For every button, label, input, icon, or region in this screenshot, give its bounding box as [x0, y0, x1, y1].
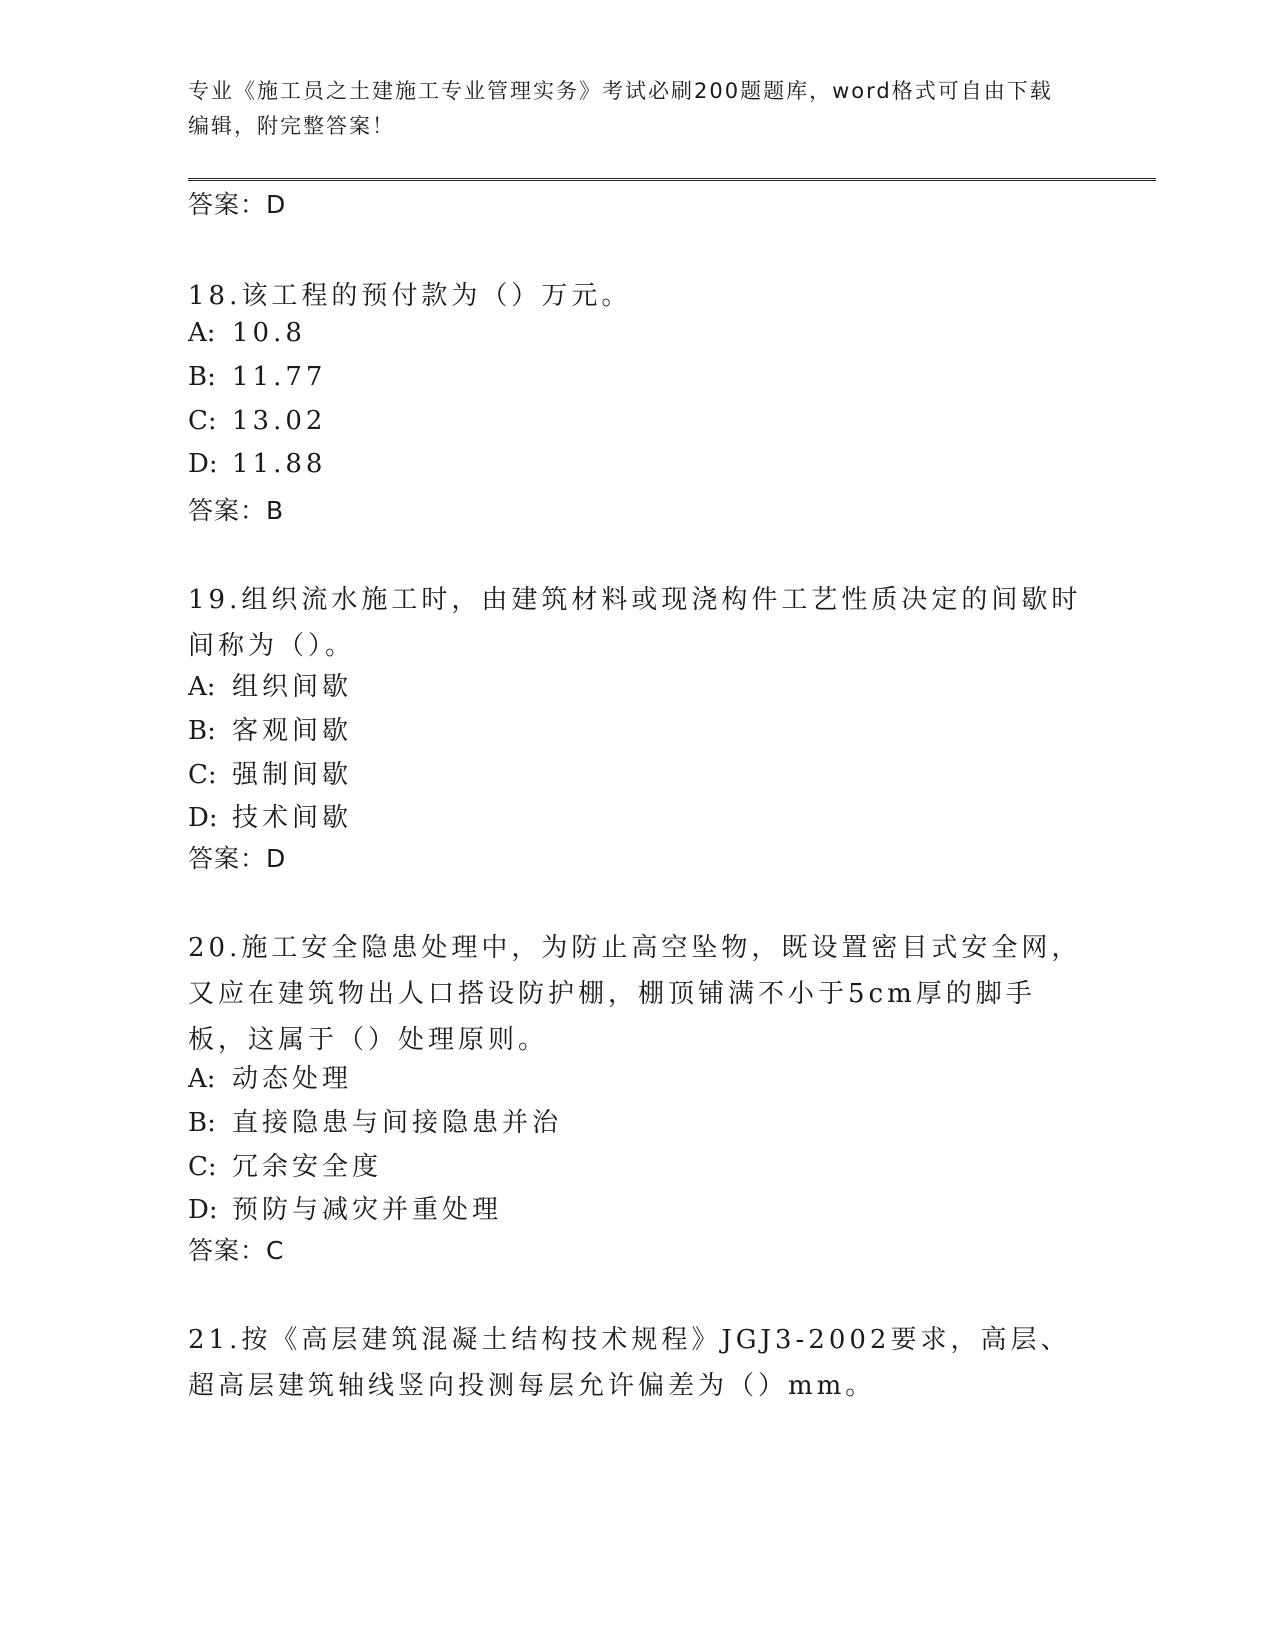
question-20-option-c — [188, 1146, 382, 1183]
question-19-option-b — [188, 710, 352, 747]
header-divider — [188, 178, 1156, 181]
option-text: 11.77 — [232, 362, 327, 392]
question-18-answer: 答案：B — [188, 496, 285, 525]
option-letter: A: — [188, 672, 216, 702]
option-text: 直接隐患与间接隐患并治 — [232, 1108, 563, 1138]
option-text: 客观间歇 — [232, 716, 353, 746]
option-letter: C: — [188, 406, 217, 436]
option-letter: C: — [188, 1152, 217, 1182]
question-20-option-a — [188, 1058, 352, 1095]
question-20-option-d — [188, 1189, 502, 1226]
option-letter: D: — [188, 803, 218, 833]
option-letter: D: — [188, 449, 218, 479]
option-letter: B: — [188, 362, 216, 392]
question-19-answer: 答案：D — [188, 844, 287, 873]
option-text: 预防与减灾并重处理 — [232, 1195, 503, 1225]
question-19-option-d — [188, 797, 352, 834]
page-header-text: 专业《施工员之土建施工专业管理实务》考试必刷200题题库，word格式可自由下载编辑，附完整答案！ — [188, 79, 1053, 138]
question-18-option-d — [188, 449, 326, 479]
option-letter: B: — [188, 1108, 216, 1138]
option-text: 技术间歇 — [232, 803, 353, 833]
option-letter: D: — [188, 1195, 218, 1225]
option-text: 13.02 — [232, 406, 327, 436]
question-20-option-b — [188, 1102, 562, 1139]
option-text: 10.8 — [232, 318, 306, 348]
question-20-stem: 20.施工安全隐患处理中，为防止高空坠物，既设置密目式安全网，又应在建筑物出人口搭设防护棚，棚顶铺满不小于5cm厚的脚手板，这属于（）处理原则。 — [188, 933, 1082, 1055]
option-text: 动态处理 — [232, 1064, 353, 1094]
question-18-option-b — [188, 362, 326, 392]
option-text: 冗余安全度 — [232, 1152, 383, 1182]
option-text: 组织间歇 — [232, 672, 353, 702]
option-letter: B: — [188, 716, 216, 746]
question-19-option-a — [188, 666, 352, 703]
question-19-option-c — [188, 754, 352, 791]
answer-line-prev: 答案：D — [188, 190, 287, 219]
question-18-stem: 18.该工程的预付款为（）万元。 — [188, 281, 632, 311]
option-text: 强制间歇 — [232, 760, 353, 790]
question-21-stem: 21.按《高层建筑混凝土结构技术规程》JGJ3-2002要求，高层、超高层建筑轴线竖向投测每层允许偏差为（）mm。 — [188, 1325, 1071, 1401]
option-letter: A: — [188, 1064, 216, 1094]
option-letter: C: — [188, 760, 217, 790]
question-18-option-a — [188, 318, 306, 348]
option-text: 11.88 — [232, 449, 327, 479]
question-18-option-c — [188, 406, 326, 436]
option-letter: A: — [188, 318, 216, 348]
question-19-stem: 19.组织流水施工时，由建筑材料或现浇构件工艺性质决定的间歇时间称为（）。 — [188, 585, 1082, 661]
question-20-answer: 答案：C — [188, 1236, 285, 1265]
